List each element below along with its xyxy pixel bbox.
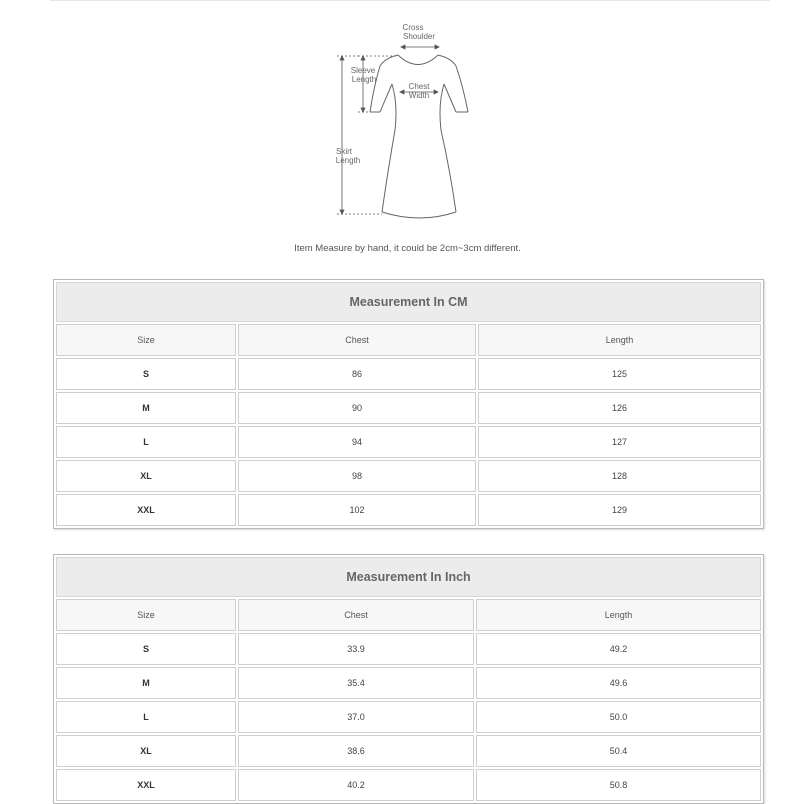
chest-cell: 38.6 xyxy=(238,735,474,767)
size-cell: XXL xyxy=(56,769,236,801)
chest-cell: 98 xyxy=(238,460,476,492)
length-cell: 128 xyxy=(478,460,761,492)
size-cell: M xyxy=(56,392,236,424)
cm-table-title: Measurement In CM xyxy=(56,282,761,322)
label-sleeve-1: Sleeve xyxy=(350,66,376,75)
length-cell: 50.4 xyxy=(476,735,761,767)
table-row xyxy=(56,358,761,390)
header-size: Size xyxy=(56,324,236,356)
label-sleeve-2: Length xyxy=(351,75,377,84)
label-chest-2: Width xyxy=(408,91,430,100)
measure-note: Item Measure by hand, it could be 2cm~3cm different. xyxy=(294,243,521,254)
chest-cell: 35.4 xyxy=(238,667,474,699)
header-chest: Chest xyxy=(238,324,476,356)
table-row xyxy=(56,426,761,458)
chest-cell: 40.2 xyxy=(238,769,474,801)
table-header-row xyxy=(56,599,761,631)
label-skirt-2: Length xyxy=(335,156,361,165)
table-row xyxy=(56,667,761,699)
chest-cell: 94 xyxy=(238,426,476,458)
chest-cell: 37.0 xyxy=(238,701,474,733)
header-chest: Chest xyxy=(238,599,474,631)
chest-cell: 86 xyxy=(238,358,476,390)
dress-sketch xyxy=(0,0,800,240)
label-skirt-1: Skirt xyxy=(336,147,352,156)
table-row xyxy=(56,494,761,526)
inch-table-title: Measurement In Inch xyxy=(56,557,761,597)
length-cell: 127 xyxy=(478,426,761,458)
measurement-diagram xyxy=(0,0,800,240)
table-row xyxy=(56,701,761,733)
length-cell: 50.0 xyxy=(476,701,761,733)
table-title-row xyxy=(56,557,761,597)
size-cell: M xyxy=(56,667,236,699)
header-length: Length xyxy=(478,324,761,356)
size-cell: XL xyxy=(56,735,236,767)
size-cell: S xyxy=(56,633,236,665)
table-row xyxy=(56,633,761,665)
label-cross-1: Cross xyxy=(402,23,424,32)
label-cross-2: Shoulder xyxy=(402,32,436,41)
length-cell: 125 xyxy=(478,358,761,390)
length-cell: 129 xyxy=(478,494,761,526)
size-cell: L xyxy=(56,426,236,458)
table-row xyxy=(56,735,761,767)
table-row xyxy=(56,769,761,801)
size-cell: S xyxy=(56,358,236,390)
dress-outline xyxy=(370,55,468,218)
size-cell: XXL xyxy=(56,494,236,526)
cm-size-table xyxy=(53,279,764,529)
diagram-labels xyxy=(336,23,436,165)
chest-cell: 102 xyxy=(238,494,476,526)
length-cell: 126 xyxy=(478,392,761,424)
length-cell: 49.6 xyxy=(476,667,761,699)
table-row xyxy=(56,460,761,492)
inch-size-table xyxy=(53,554,764,804)
table-row xyxy=(56,392,761,424)
label-chest-1: Chest xyxy=(408,82,430,91)
table-title-row xyxy=(56,282,761,322)
chest-cell: 33.9 xyxy=(238,633,474,665)
header-size: Size xyxy=(56,599,236,631)
chest-cell: 90 xyxy=(238,392,476,424)
size-cell: L xyxy=(56,701,236,733)
length-cell: 50.8 xyxy=(476,769,761,801)
header-length: Length xyxy=(476,599,761,631)
size-cell: XL xyxy=(56,460,236,492)
table-header-row xyxy=(56,324,761,356)
length-cell: 49.2 xyxy=(476,633,761,665)
